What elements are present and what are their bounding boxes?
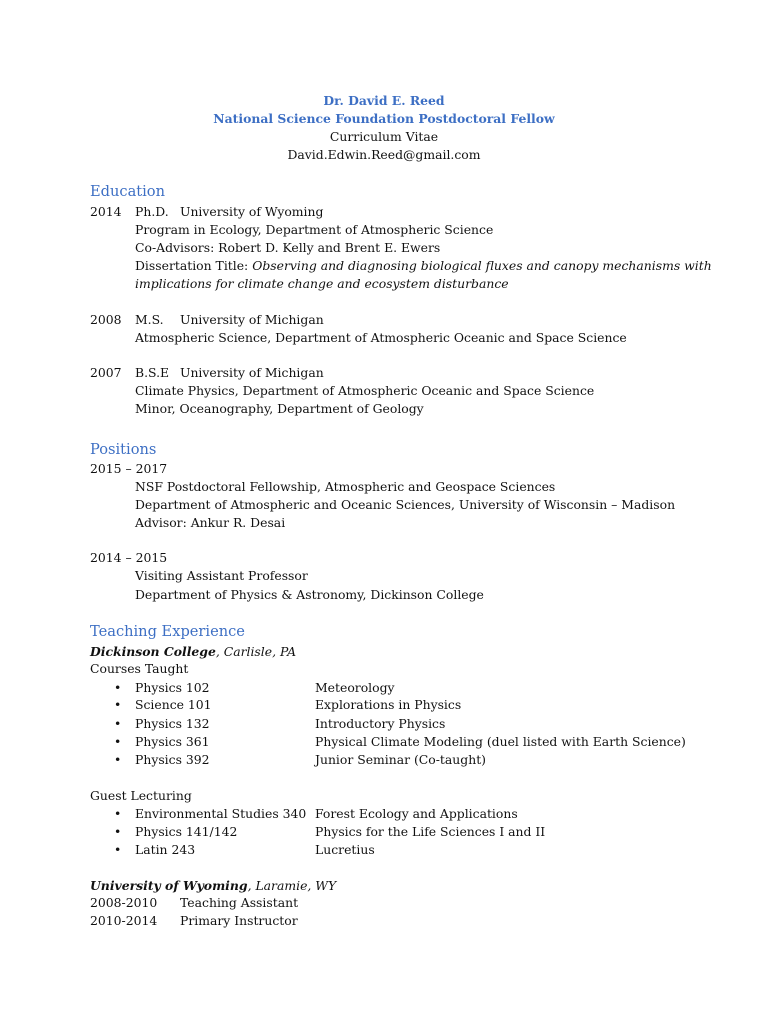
positions-heading: Positions <box>90 441 157 458</box>
position-years: 2014 – 2015 <box>90 550 168 565</box>
dissertation-label: Dissertation Title: <box>135 258 253 273</box>
course-code: Physics 392 <box>135 752 210 767</box>
institution-location: , Carlisle, PA <box>215 644 297 659</box>
education-school: University of Michigan <box>180 312 324 327</box>
education-year: 2007 <box>90 365 122 380</box>
education-detail: Program in Ecology, Department of Atmospheric Science <box>135 222 494 237</box>
dissertation-title <box>135 257 712 275</box>
position-detail: NSF Postdoctoral Fellowship, Atmospheric and Geospace Sciences <box>135 479 556 494</box>
email-address[interactable]: David.Edwin.Reed@gmail.com <box>287 147 481 162</box>
course-title: Introductory Physics <box>315 716 446 731</box>
course-title: Physical Climate Modeling (duel listed with Earth Science) <box>315 734 686 749</box>
course-code: Latin 243 <box>135 842 196 857</box>
institution-name: Dickinson College <box>90 644 216 659</box>
dissertation-text-cont: implications for climate change and ecosystem disturbance <box>135 276 509 291</box>
course-title: Lucretius <box>315 842 375 857</box>
course-title: Explorations in Physics <box>315 697 462 712</box>
guest-lecturing-label: Guest Lecturing <box>90 788 192 803</box>
cv-header <box>0 92 768 164</box>
courses-taught-label: Courses Taught <box>90 661 189 676</box>
education-school: University of Michigan <box>180 365 324 380</box>
course-code: Science 101 <box>135 697 212 712</box>
institution-line <box>90 877 336 895</box>
course-code: Physics 132 <box>135 716 210 731</box>
position-years: 2015 – 2017 <box>90 461 168 476</box>
education-degree: Ph.D. <box>135 204 169 219</box>
course-title: Physics for the Life Sciences I and II <box>315 824 546 839</box>
person-name: Dr. David E. Reed <box>323 93 445 108</box>
position-detail: Department of Physics & Astronomy, Dickinson College <box>135 587 484 602</box>
position-detail: Visiting Assistant Professor <box>135 568 308 583</box>
course-code: Physics 141/142 <box>135 824 238 839</box>
education-degree: B.S.E <box>135 365 170 380</box>
education-detail: Co-Advisors: Robert D. Kelly and Brent E. Ewers <box>135 240 441 255</box>
education-degree: M.S. <box>135 312 164 327</box>
role-title: Teaching Assistant <box>180 895 299 910</box>
education-detail: Climate Physics, Department of Atmospheric Oceanic and Space Science <box>135 383 595 398</box>
education-school: University of Wyoming <box>180 204 324 219</box>
course-code: Physics 102 <box>135 680 210 695</box>
education-year: 2014 <box>90 204 122 219</box>
position-detail: Department of Atmospheric and Oceanic Sciences, University of Wisconsin – Madison <box>135 497 676 512</box>
education-year: 2008 <box>90 312 122 327</box>
cv-page: Dr. David E. Reed National Science Foundation Postdoctoral Fellow Curriculum Vitae David.Edwin.Reed@gmail.com Education 2014 Ph.D. University of Wyoming Program in Ecology, Department of Atmospheric Science Co-Advisors: Robert D. Kelly and Brent E. Ewers Dissertation Title: Observing and diagnosing biological fluxes and canopy mechanisms with implications for climate change and ecosystem disturbance 2008 M.S. University of Michigan Atmospheric Science, Department of Atmospheric Oceanic and Space Science 2007 B.S.E University of Michigan Climate Physics, Department of Atmospheric Oceanic and Space Science Minor, Oceanography, Department of Geology Positions 2015 – 2017 NSF Postdoctoral Fellowship, Atmospheric and Geospace Sciences Department of Atmospheric and Oceanic Sciences, University of Wisconsin – Madison Advisor: Ankur R. Desai 2014 – 2015 Visiting Assistant Professor Department of Physics & Astronomy, Dickinson College Teaching Experience Dickinson College, Carlisle, PA Courses Taught • Physics 102 Meteorology • Science 101 Explorations in Physics • Physics 132 Introductory Physics • Physics 361 Physical Climate Modeling (duel listed with Earth Science) • Physics 392 Junior Seminar (Co-taught) Guest Lecturing • Environmental Studies 340 Forest Ecology and Applications • Physics 141/142 Physics for the Life Sciences I and II • Latin 243 Lucretius University of Wyoming, Laramie, WY 2008-2010 Teaching Assistant 2010-2014 Primary Instructor <box>0 0 768 1024</box>
institution-location: , Laramie, WY <box>247 878 337 893</box>
teaching-heading: Teaching Experience <box>90 623 245 640</box>
document-type: Curriculum Vitae <box>329 129 439 144</box>
position-detail: Advisor: Ankur R. Desai <box>135 515 286 530</box>
education-heading: Education <box>90 183 165 200</box>
role-title: Primary Instructor <box>180 913 298 928</box>
role-years: 2010-2014 <box>90 913 158 928</box>
education-detail: Atmospheric Science, Department of Atmospheric Oceanic and Space Science <box>135 330 627 345</box>
institution-line <box>90 643 296 661</box>
course-title: Forest Ecology and Applications <box>315 806 518 821</box>
course-title: Junior Seminar (Co-taught) <box>315 752 487 767</box>
education-detail: Minor, Oceanography, Department of Geology <box>135 401 424 416</box>
dissertation-text: Observing and diagnosing biological fluxes and canopy mechanisms with <box>252 258 712 273</box>
fellowship-title: National Science Foundation Postdoctoral Fellow <box>213 111 555 126</box>
course-code: Physics 361 <box>135 734 210 749</box>
role-years: 2008-2010 <box>90 895 158 910</box>
course-code: Environmental Studies 340 <box>135 806 307 821</box>
institution-name: University of Wyoming <box>90 878 248 893</box>
course-title: Meteorology <box>315 680 395 695</box>
